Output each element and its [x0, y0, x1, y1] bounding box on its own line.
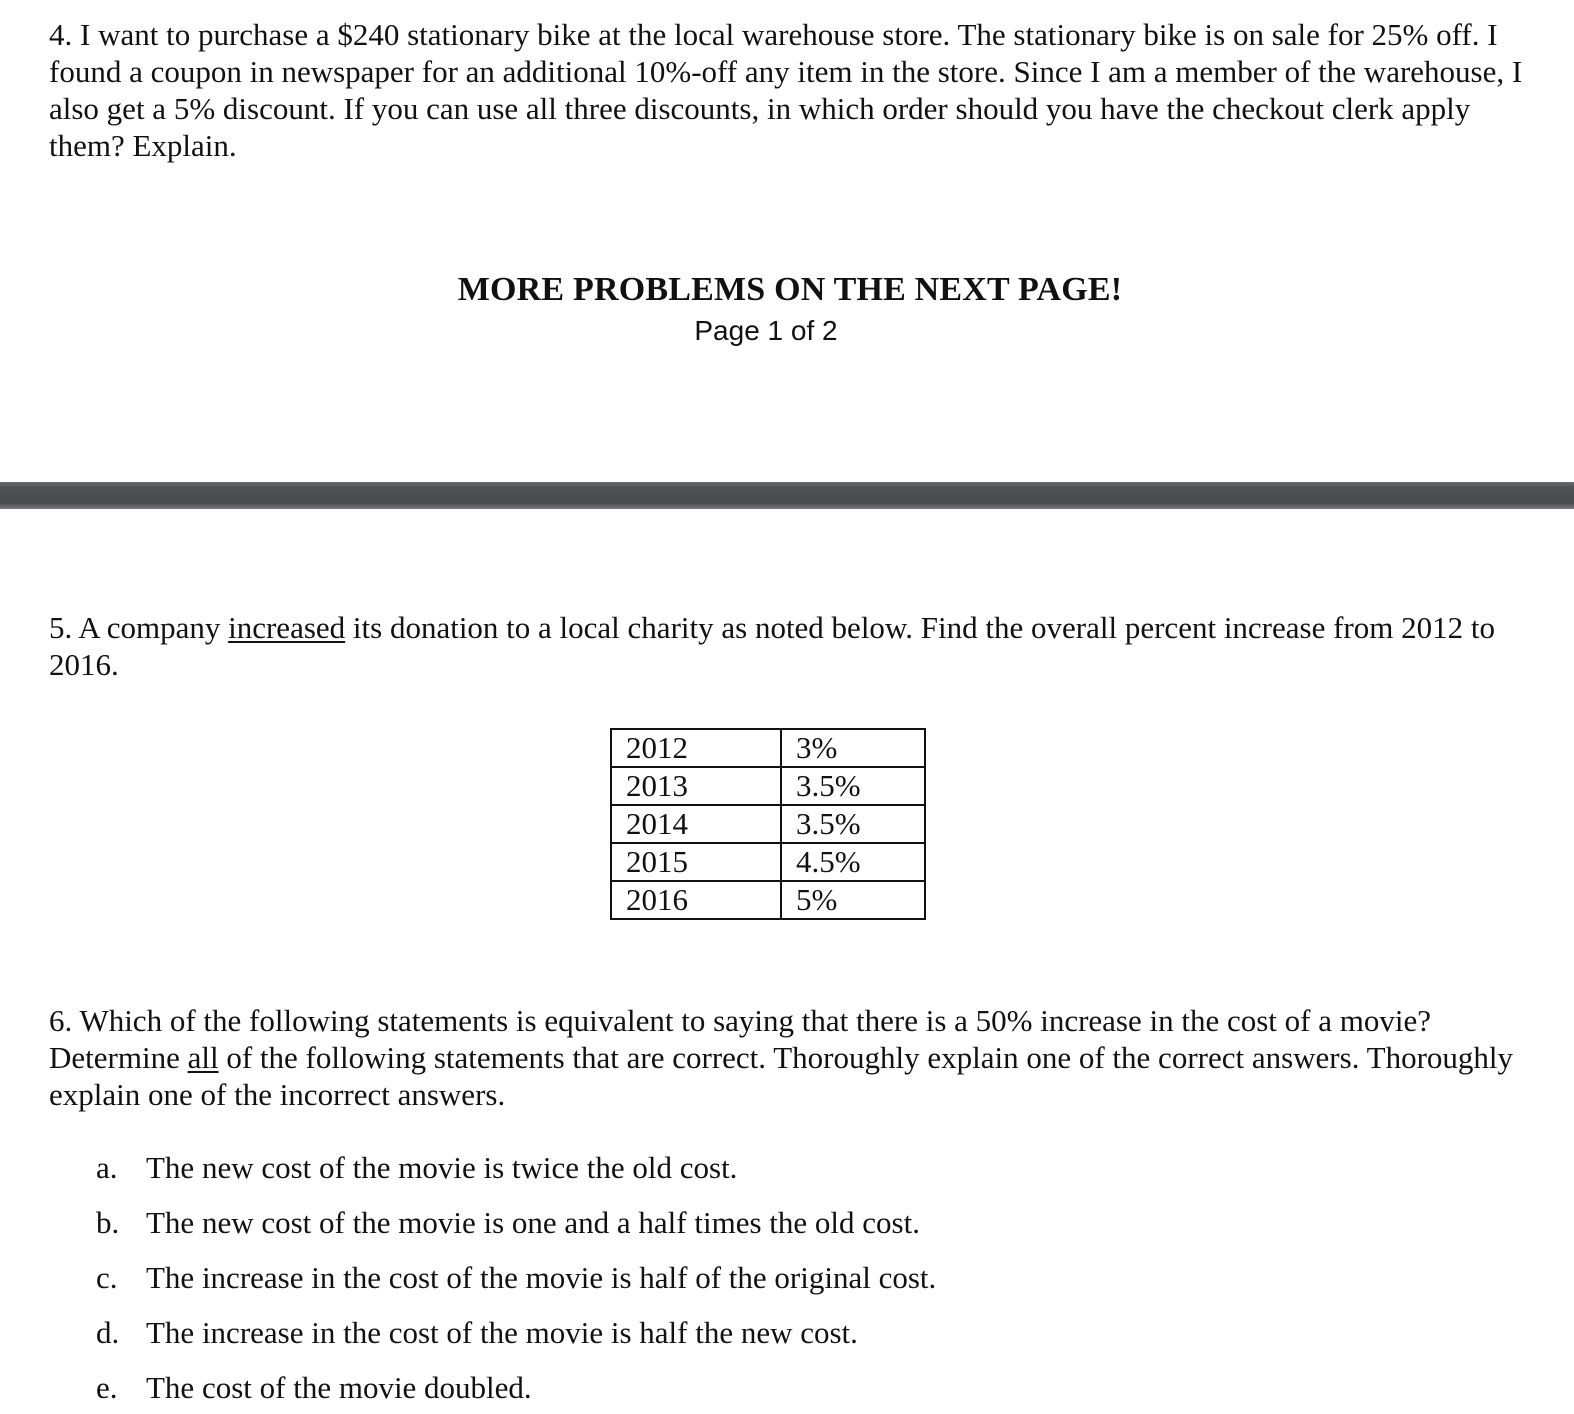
year-cell: 2012: [611, 729, 781, 767]
choice-letter: a.: [96, 1150, 118, 1185]
table-row: [611, 843, 925, 881]
year-cell: 2015: [611, 843, 781, 881]
percent-cell: 5%: [781, 881, 925, 919]
choice-letter: b.: [96, 1205, 120, 1240]
choice-text: The new cost of the movie is one and a half times the old cost.: [146, 1205, 920, 1240]
year-cell: 2013: [611, 767, 781, 805]
more-problems-notice: MORE PROBLEMS ON THE NEXT PAGE!: [457, 271, 1123, 308]
choice-c: [96, 1259, 936, 1296]
page-1: [0, 0, 1574, 482]
choice-text: The new cost of the movie is twice the old cost.: [146, 1150, 738, 1185]
percent-cell: 3.5%: [781, 767, 925, 805]
choice-letter: e.: [96, 1370, 118, 1405]
choice-e: [96, 1369, 532, 1406]
problem-4-text: 4. I want to purchase a $240 stationary bike at the local warehouse store. The stationary bike is on sale for 25% off. I found a coupon in newspaper for an additional 10%-off any item in the store. Since I am a member of the warehouse, I also get a 5% discount. If you can use all three discounts, in which order should you have the checkout clerk apply them? Explain.: [49, 17, 1523, 163]
table-row: [611, 881, 925, 919]
choice-b: [96, 1204, 920, 1241]
problem-6-determine: Determine: [49, 1040, 188, 1075]
page-break-divider: [0, 482, 1574, 509]
percent-cell: 3%: [781, 729, 925, 767]
choice-d: [96, 1314, 858, 1351]
problem-6-instructions: of the following statements that are correct. Thoroughly explain one of the correct answers. Thoroughly explain one of the incorrect answers.: [49, 1040, 1514, 1112]
problem-5-underlined-word: increased: [228, 610, 346, 645]
year-cell: 2016: [611, 881, 781, 919]
choice-letter: d.: [96, 1315, 120, 1350]
table-row: [611, 805, 925, 843]
table-row: [611, 729, 925, 767]
page-number: Page 1 of 2: [694, 315, 838, 346]
problem-6-question: 6. Which of the following statements is equivalent to saying that there is a 50% increase in the cost of a movie?: [49, 1003, 1431, 1038]
problem-5-intro: 5. A company: [49, 610, 229, 645]
percent-cell: 4.5%: [781, 843, 925, 881]
donation-table: [610, 728, 926, 920]
percent-cell: 3.5%: [781, 805, 925, 843]
problem-5-text: [49, 609, 1529, 683]
problem-6-text: [49, 1002, 1539, 1113]
year-cell: 2014: [611, 805, 781, 843]
table-row: [611, 767, 925, 805]
choice-a: [96, 1149, 737, 1186]
problem-6-underlined-word: all: [187, 1040, 219, 1075]
choice-text: The cost of the movie doubled.: [146, 1370, 532, 1405]
choice-text: The increase in the cost of the movie is half of the original cost.: [146, 1260, 937, 1295]
choice-text: The increase in the cost of the movie is half the new cost.: [146, 1315, 858, 1350]
choice-letter: c.: [96, 1260, 118, 1295]
problem-5-rest: its donation to a local charity as noted below. Find the overall percent increase from 2012 to 2016.: [49, 610, 1495, 682]
